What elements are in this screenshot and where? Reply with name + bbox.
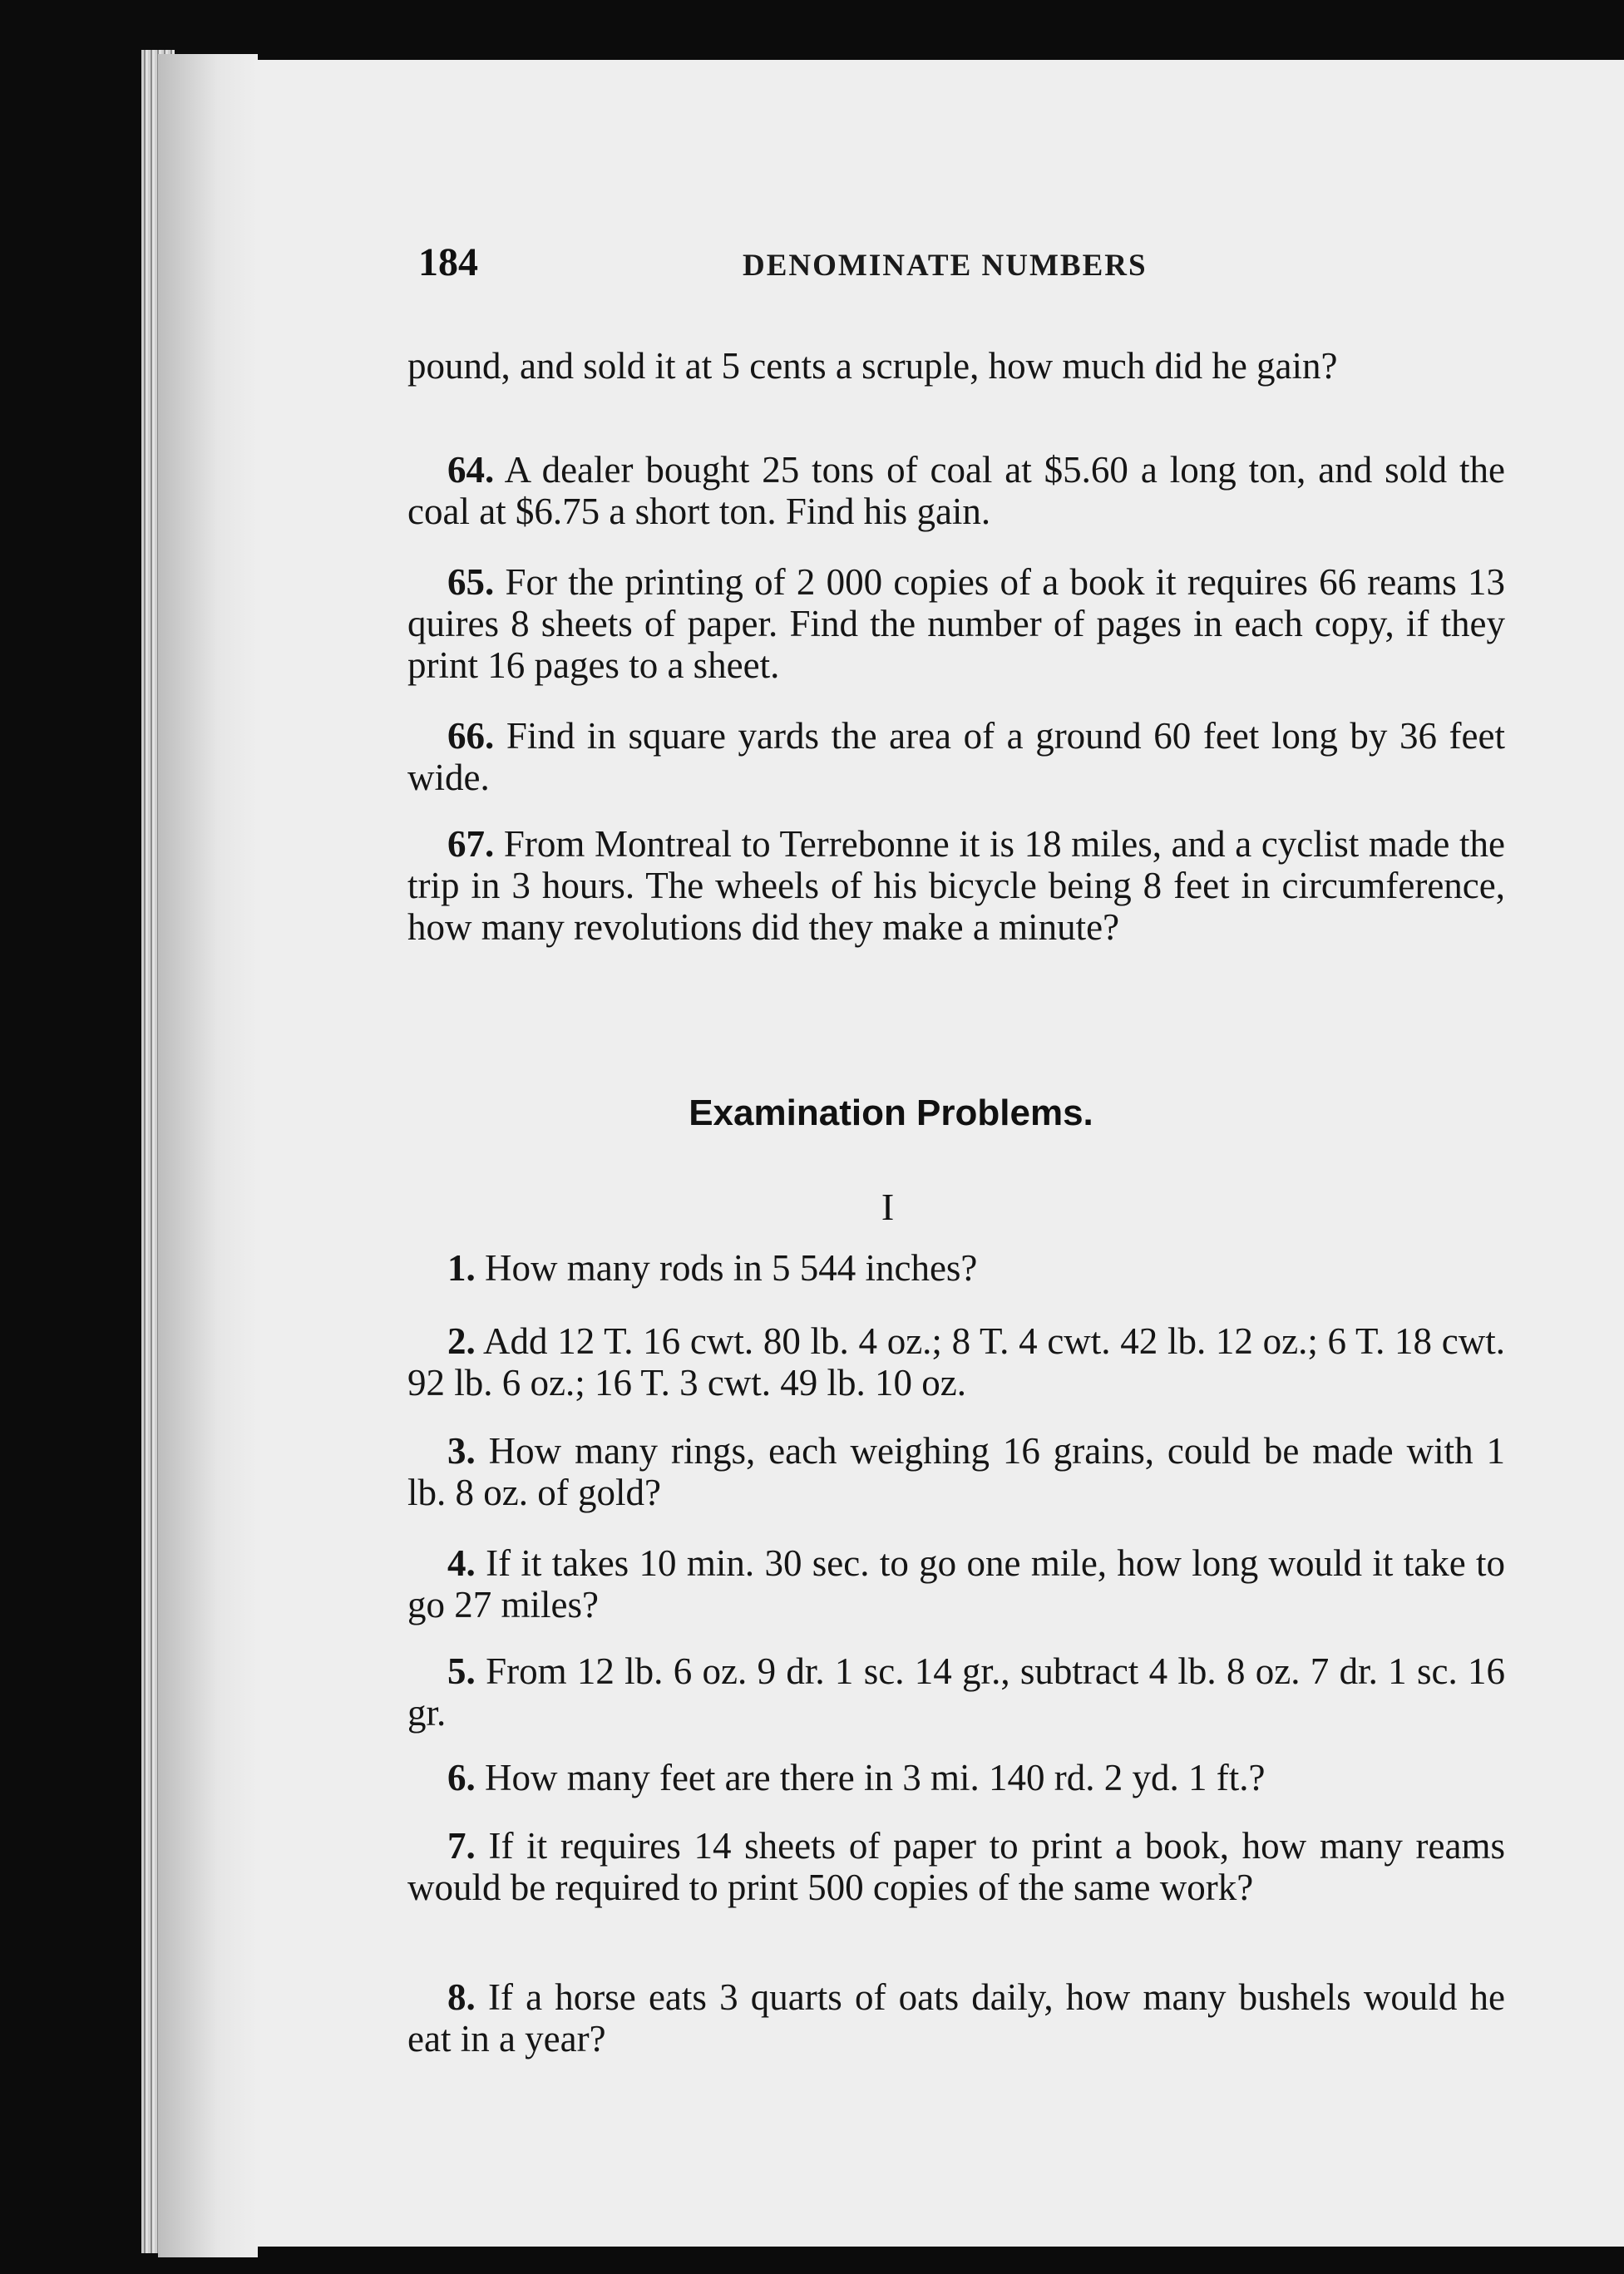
exam-problem-1 [407,1247,1505,1289]
problem-text: How many rings, each weighing 16 grains, could be made with 1 lb. 8 oz. of gold? [407,1430,1505,1513]
page-header [418,239,1508,289]
running-head: DENOMINATE NUMBERS [743,249,1148,283]
exam-problem-8 [407,1976,1505,2059]
problem-text: If it requires 14 sheets of paper to print a book, how many reams would be required to print 500 copies of the same work? [407,1825,1505,1908]
problem-number: 4. [447,1542,476,1584]
exam-problem-3 [407,1430,1505,1513]
problem-text: A dealer bought 25 tons of coal at $5.60 a long ton, and sold the coal at $6.75 a short ton. Find his gain. [407,449,1505,532]
problem-text: How many feet are there in 3 mi. 140 rd. 2 yd. 1 ft.? [485,1757,1266,1798]
problem-number: 2. [447,1320,476,1362]
exam-problem-4 [407,1542,1505,1625]
problem-text: From 12 lb. 6 oz. 9 dr. 1 sc. 14 gr., subtract 4 lb. 8 oz. 7 dr. 1 sc. 16 gr. [407,1650,1505,1734]
continuation-paragraph [407,345,1505,387]
problem-text: For the printing of 2 000 copies of a book it requires 66 reams 13 quires 8 sheets of paper. Find the number of pages in each copy, if they print 16 pages to a sheet. [407,561,1505,686]
problem-number: 6. [447,1757,476,1798]
problem-text: From Montreal to Terrebonne it is 18 miles, and a cyclist made the trip in 3 hours. The wheels of his bicycle being 8 feet in circumference, how many revolutions did they make a minute? [407,823,1505,948]
problem-number: 1. [447,1247,476,1289]
problem-text: Add 12 T. 16 cwt. 80 lb. 4 oz.; 8 T. 4 cwt. 42 lb. 12 oz.; 6 T. 18 cwt. 92 lb. 6 oz.; 16 T. 3 cwt. 49 lb. 10 oz. [407,1320,1505,1403]
problem-number: 5. [447,1650,476,1692]
page-number: 184 [418,240,478,284]
exam-problem-6 [407,1757,1505,1798]
problem-64 [407,449,1505,532]
continuation-text: pound, and sold it at 5 cents a scruple, how much did he gain? [407,345,1338,387]
problem-number: 8. [447,1976,476,2018]
section-title: Examination Problems. [689,1093,1093,1133]
problem-66 [407,715,1505,798]
problem-number: 64. [447,449,495,491]
problem-number: 67. [447,823,495,865]
problem-text: How many rods in 5 544 inches? [485,1247,978,1289]
section-part-number: I [881,1186,895,1228]
binding-shadow [158,54,258,2257]
exam-problem-2 [407,1320,1505,1403]
exam-problem-7 [407,1825,1505,1908]
book-page [170,60,1624,2247]
problem-text: Find in square yards the area of a ground 60 feet long by 36 feet wide. [407,715,1505,798]
exam-problem-5 [407,1650,1505,1734]
problem-number: 66. [447,715,495,757]
problem-text: If a horse eats 3 quarts of oats daily, how many bushels would he eat in a year? [407,1976,1506,2059]
problem-number: 65. [447,561,495,603]
problem-number: 7. [447,1825,476,1867]
problem-67 [407,823,1505,948]
problem-number: 3. [447,1430,476,1472]
problem-65 [407,561,1505,686]
problem-text: If it takes 10 min. 30 sec. to go one mile, how long would it take to go 27 miles? [407,1542,1506,1625]
